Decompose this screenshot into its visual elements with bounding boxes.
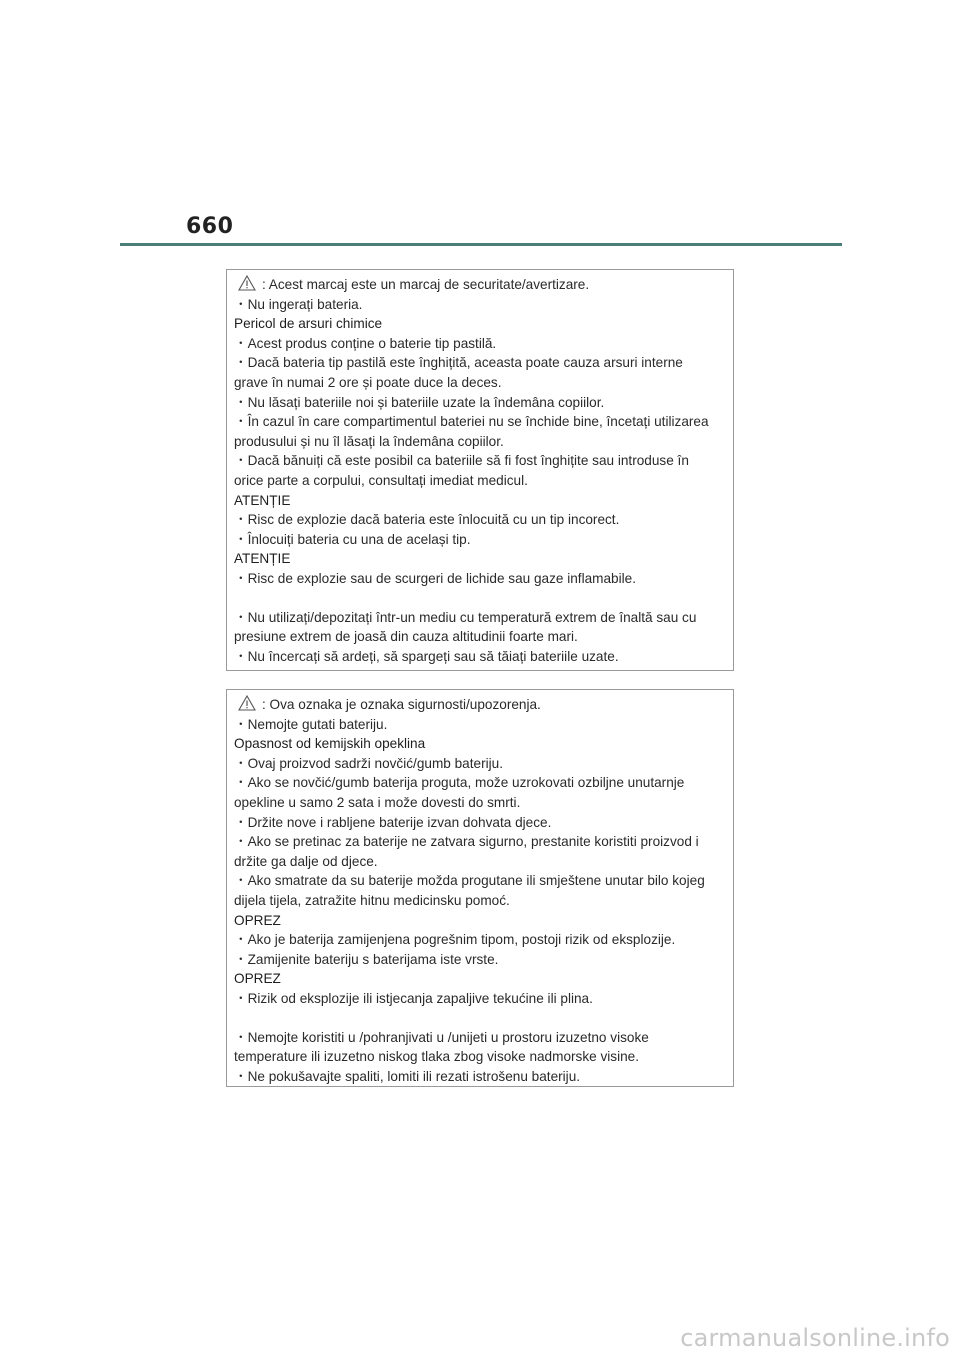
text-line: ・Nu utilizați/depozitați într-un mediu cu temperatură extrem de înaltă sau cu xyxy=(234,609,697,625)
text-line: ・Ako se novčić/gumb baterija proguta, može uzrokovati ozbiljne unutarnje xyxy=(234,775,685,791)
page-number: 660 xyxy=(186,214,234,239)
text-line: ・Acest produs conține o baterie tip pastilă. xyxy=(234,335,497,351)
warning-triangle-icon xyxy=(238,695,256,711)
text-line: ・Ne pokušavajte spaliti, lomiti ili rezati istrošenu bateriju. xyxy=(234,1068,581,1084)
text-line: držite ga dalje od djece. xyxy=(234,853,378,869)
text-line: ・Ako smatrate da su baterije možda progutane ili smještene unutar bilo kojeg xyxy=(234,873,705,889)
text-line: opekline u samo 2 sata i može dovesti do smrti. xyxy=(234,794,521,810)
text-line: ・Nu ingerați bateria. xyxy=(234,296,363,312)
caution-heading: OPREZ xyxy=(234,971,281,987)
watermark-url: carmanualsonline.info xyxy=(680,1324,950,1352)
warning-symbol-line xyxy=(234,695,726,715)
blank-line xyxy=(234,589,726,608)
text-line: presiune extrem de joasă din cauza altitudinii foarte mari. xyxy=(234,629,578,645)
warning-symbol-text: : Acest marcaj este un marcaj de securitate/avertizare. xyxy=(262,277,590,292)
caution-heading: ATENȚIE xyxy=(234,551,291,567)
text-line: ・Dacă bateria tip pastilă este înghițită, aceasta poate cauza arsuri interne xyxy=(234,355,683,371)
warning-symbol-line xyxy=(234,275,726,295)
caution-heading: OPREZ xyxy=(234,912,281,928)
text-line: ・Ako je baterija zamijenjena pogrešnim tipom, postoji rizik od eksplozije. xyxy=(234,932,676,948)
text-line: grave în numai 2 ore și poate duce la deces. xyxy=(234,374,502,390)
section-heading: Pericol de arsuri chimice xyxy=(234,316,383,332)
text-line: ・Risc de explozie sau de scurgeri de lichide sau gaze inflamabile. xyxy=(234,570,636,586)
blank-line xyxy=(234,1009,726,1028)
text-line: ・Nemojte gutati bateriju. xyxy=(234,716,388,732)
header-rule xyxy=(120,243,842,246)
text-line: ・Nu lăsați bateriile noi și bateriile uzate la îndemâna copiilor. xyxy=(234,394,605,410)
text-line: ・Risc de explozie dacă bateria este înlocuită cu un tip incorect. xyxy=(234,512,620,528)
text-line: ・În cazul în care compartimentul bateriei nu se închide bine, încetați utilizarea xyxy=(234,414,709,430)
text-line: dijela tijela, zatražite hitnu medicinsku pomoć. xyxy=(234,892,510,908)
text-line: orice parte a corpului, consultați imediat medicul. xyxy=(234,472,528,488)
text-line: ・Držite nove i rabljene baterije izvan dohvata djece. xyxy=(234,814,552,830)
text-line: ・Zamijenite bateriju s baterijama iste vrste. xyxy=(234,951,499,967)
text-line: produsului și nu îl lăsați la îndemâna copiilor. xyxy=(234,433,504,449)
text-line: ・Înlocuiți bateria cu una de același tip. xyxy=(234,531,471,547)
text-line: ・Nemojte koristiti u /pohranjivati u /unijeti u prostoru izuzetno visoke xyxy=(234,1029,649,1045)
text-line: ・Ako se pretinac za baterije ne zatvara sigurno, prestanite koristiti proizvod i xyxy=(234,834,699,850)
text-line: ・Dacă bănuiți că este posibil ca bateriile să fi fost înghițite sau introduse în xyxy=(234,453,689,469)
warning-box-romanian xyxy=(226,269,734,671)
caution-heading: ATENȚIE xyxy=(234,492,291,508)
text-line: ・Nu încercați să ardeți, să spargeți sau să tăiați bateriile uzate. xyxy=(234,648,619,664)
text-line: ・Rizik od eksplozije ili istjecanja zapaljive tekućine ili plina. xyxy=(234,990,593,1006)
warning-triangle-icon xyxy=(238,275,256,291)
text-line: temperature ili izuzetno niskog tlaka zbog visoke nadmorske visine. xyxy=(234,1049,639,1065)
text-line: ・Ovaj proizvod sadrži novčić/gumb bateriju. xyxy=(234,755,503,771)
section-heading: Opasnost od kemijskih opeklina xyxy=(234,736,426,752)
warning-symbol-text: : Ova oznaka je oznaka sigurnosti/upozorenja. xyxy=(262,697,541,712)
warning-box-croatian xyxy=(226,689,734,1087)
